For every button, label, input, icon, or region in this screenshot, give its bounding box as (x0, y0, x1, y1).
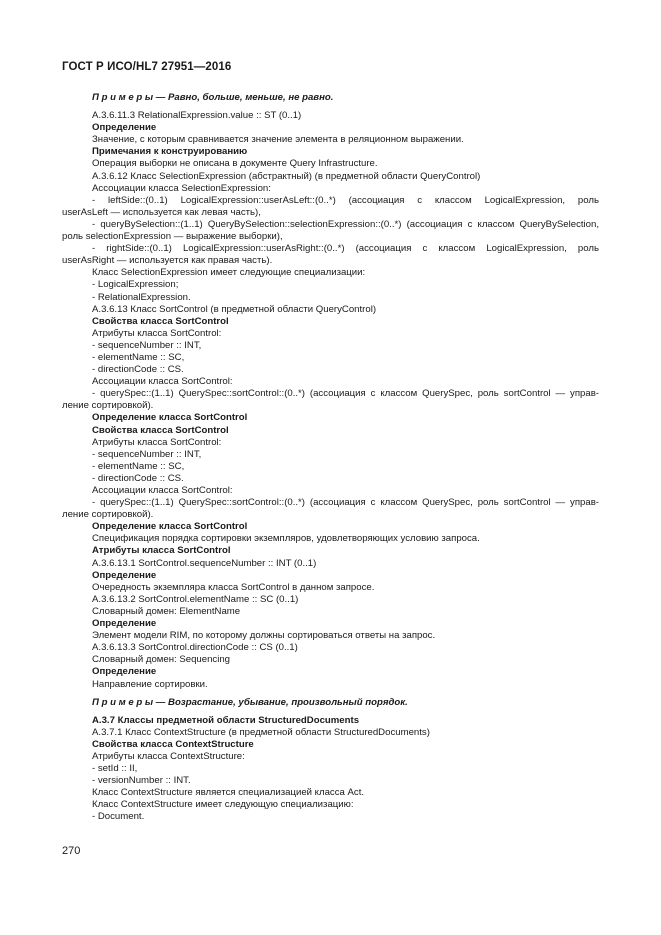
list-item: - rightSide::(0..1) LogicalExpression::userAsRight::(0..*) (ассоциация с классом LogicalExpression, роль (92, 243, 599, 255)
list-item: - RelationalExpression. (92, 291, 191, 303)
list-item: - directionCode :: CS. (92, 472, 184, 484)
paragraph: Направление сортировки. (92, 678, 208, 690)
subheading: Определение (92, 618, 157, 630)
list-item: - sequenceNumber :: INT, (92, 339, 202, 351)
paragraph: Значение, с которым сравнивается значение элемента в реляционном выражении. (92, 134, 464, 146)
subheading: Свойства класса SortControl (92, 315, 229, 327)
list-item: - leftSide::(0..1) LogicalExpression::userAsLeft::(0..*) (ассоциация с классом LogicalExpression, роль (92, 194, 599, 206)
paragraph: A.3.6.13.2 SortControl.elementName :: SC (0..1) (92, 593, 299, 605)
list-item: - sequenceNumber :: INT, (92, 448, 202, 460)
list-item: - Document. (92, 811, 145, 823)
list-item: - querySpec::(1..1) QuerySpec::sortControl::(0..*) (ассоциация с классом QuerySpec, роль sortControl — управ- (92, 388, 599, 400)
paragraph: A.3.6.13 Класс SortControl (в предметной области QueryControl) (92, 303, 377, 315)
list-item: - setId :: II, (92, 763, 138, 775)
paragraph: Атрибуты класса ContextStructure: (92, 750, 245, 762)
list-item-continuation: userAsLeft — используется как левая часть), (62, 206, 261, 218)
example-note: П р и м е р ы — Равно, больше, меньше, не равно. (92, 92, 334, 103)
paragraph: Операция выборки не описана в документе Query Infrastructure. (92, 158, 378, 170)
paragraph: Атрибуты класса SortControl: (92, 436, 222, 448)
page-header: ГОСТ Р ИСО/HL7 27951—2016 (62, 61, 232, 73)
paragraph: A.3.6.12 Класс SelectionExpression (абстрактный) (в предметной области QueryControl) (92, 170, 481, 182)
list-item: - versionNumber :: INT. (92, 775, 191, 787)
subheading: Определение класса SortControl (92, 521, 248, 533)
list-item: - querySpec::(1..1) QuerySpec::sortControl::(0..*) (ассоциация с классом QuerySpec, роль sortControl — управ- (92, 497, 599, 509)
subheading: Определение (92, 666, 157, 678)
subheading: Примечания к конструированию (92, 146, 248, 158)
list-item: - elementName :: SC, (92, 351, 185, 363)
subheading: Свойства класса ContextStructure (92, 738, 254, 750)
subheading: Атрибуты класса SortControl (92, 545, 231, 557)
paragraph: A.3.6.13.3 SortControl.directionCode :: CS (0..1) (92, 642, 298, 654)
paragraph: Словарный домен: ElementName (92, 605, 241, 617)
paragraph: A.3.7.1 Класс ContextStructure (в предметной области StructuredDocuments) (92, 726, 430, 738)
paragraph: A.3.6.11.3 RelationalExpression.value :: ST (0..1) (92, 110, 302, 122)
paragraph: Класс ContextStructure имеет следующую специализацию: (92, 799, 354, 811)
paragraph: Атрибуты класса SortControl: (92, 327, 222, 339)
paragraph: Спецификация порядка сортировки экземпляров, удовлетворяющих условию запроса. (92, 533, 480, 545)
paragraph: Класс SelectionExpression имеет следующие специализации: (92, 267, 366, 279)
document-body (62, 91, 599, 824)
section-heading: A.3.7 Классы предметной области StructuredDocuments (92, 714, 360, 726)
subheading: Определение (92, 569, 157, 581)
paragraph: Очередность экземпляра класса SortControl в данном запросе. (92, 581, 375, 593)
example-note: П р и м е р ы — Возрастание, убывание, произвольный порядок. (92, 696, 408, 708)
list-item: - elementName :: SC, (92, 460, 185, 472)
list-item-continuation: ление сортировкой). (62, 400, 154, 412)
list-item-continuation: userAsRight — используется как правая часть). (62, 255, 273, 267)
paragraph: A.3.6.13.1 SortControl.sequenceNumber :: INT (0..1) (92, 557, 317, 569)
paragraph: Ассоциации класса SortControl: (92, 485, 233, 496)
paragraph: Словарный домен: Sequencing (92, 654, 231, 666)
list-item: - directionCode :: CS. (92, 364, 184, 376)
page-number: 270 (62, 845, 81, 857)
paragraph: Класс ContextStructure является специализацией класса Act. (92, 787, 365, 799)
paragraph: Ассоциации класса SortControl: (92, 376, 233, 388)
list-item: - queryBySelection::(1..1) QueryBySelection::selectionExpression::(0..*) (ассоциация с классом QueryBySelection, (92, 218, 599, 230)
list-item-continuation: ление сортировкой). (62, 509, 154, 521)
paragraph: Элемент модели RIM, по которому должны сортироваться ответы на запрос. (92, 630, 436, 642)
subheading: Определение класса SortControl (92, 412, 248, 424)
subheading: Свойства класса SortControl (92, 424, 229, 436)
list-item: - LogicalExpression; (92, 279, 179, 291)
paragraph: Ассоциации класса SelectionExpression: (92, 182, 271, 194)
list-item-continuation: роль selectionExpression — выражение выборки), (62, 231, 283, 243)
subheading: Определение (92, 122, 157, 134)
